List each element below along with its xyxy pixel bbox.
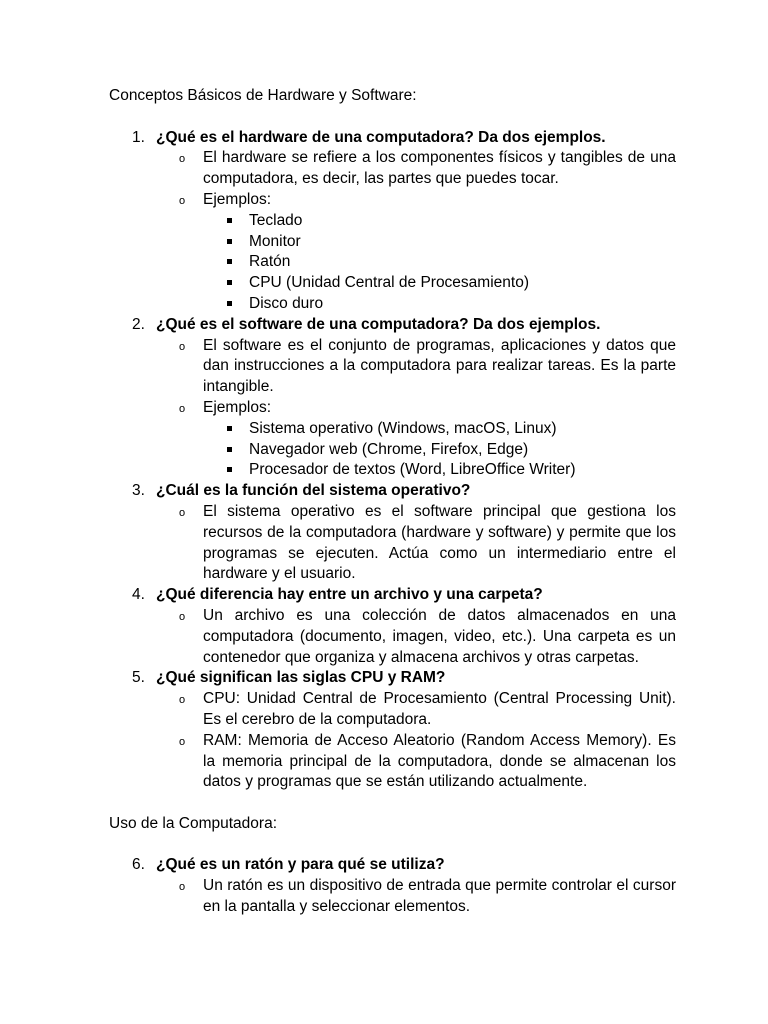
- circle-bullet-icon: o: [179, 340, 186, 353]
- square-bullet-icon: [227, 426, 232, 431]
- answer-text: Ejemplos:: [203, 190, 272, 208]
- square-bullet-icon: [227, 467, 232, 472]
- circle-bullet-icon: o: [179, 610, 186, 623]
- question-text: ¿Qué es un ratón y para qué se utiliza?: [156, 856, 445, 874]
- answer-text: CPU: Unidad Central de Procesamiento (Central Processing Unit). Es el cerebro de la computadora.: [203, 690, 676, 728]
- example-item: [109, 440, 676, 461]
- answer-text: Un ratón es un dispositivo de entrada que permite controlar el cursor en la pantalla y seleccionar elementos.: [203, 877, 676, 916]
- document-page: [109, 86, 676, 918]
- question-text: ¿Qué es el software de una computadora? Da dos ejemplos.: [156, 315, 601, 333]
- answer-text: El software es el conjunto de programas, aplicaciones y datos que dan instrucciones a la computadora para realizar tareas. Es la parte intangible.: [203, 336, 676, 396]
- circle-bullet-icon: o: [179, 506, 186, 519]
- example-text: Sistema operativo (Windows, macOS, Linux): [249, 419, 557, 437]
- answer-text: El hardware se refiere a los componentes físicos y tangibles de una computadora, es decir, las partes que puedes tocar.: [203, 149, 676, 188]
- circle-bullet-icon: o: [179, 153, 186, 166]
- question-item: [109, 855, 676, 876]
- square-bullet-icon: [227, 239, 232, 244]
- question-number: 2.: [132, 315, 145, 333]
- answer-item: [109, 148, 676, 190]
- question-item: [109, 315, 676, 336]
- example-item: [109, 294, 676, 315]
- answer-item: [109, 190, 676, 211]
- question-number: 1.: [132, 128, 145, 146]
- example-text: Ratón: [249, 253, 291, 271]
- circle-bullet-icon: o: [179, 694, 186, 707]
- example-text: Procesador de textos (Word, LibreOffice Writer): [249, 461, 576, 479]
- circle-bullet-icon: o: [179, 194, 186, 207]
- section-title-hardware-software: Conceptos Básicos de Hardware y Software:: [109, 87, 417, 104]
- section-title-uso-computadora: Uso de la Computadora:: [109, 814, 278, 832]
- answer-text: RAM: Memoria de Acceso Aleatorio (Random Access Memory). Es la memoria principal de la computadora, donde se almacenan los datos y programas que se están utilizando actualmente.: [203, 731, 676, 791]
- answer-item: [109, 502, 676, 585]
- question-item: [109, 668, 676, 689]
- square-bullet-icon: [227, 301, 232, 306]
- example-item: [109, 232, 676, 253]
- question-item: [109, 481, 676, 502]
- answer-item: [109, 876, 676, 918]
- question-text: ¿Qué diferencia hay entre un archivo y una carpeta?: [156, 586, 543, 604]
- question-number: 6.: [132, 856, 145, 874]
- square-bullet-icon: [227, 447, 232, 452]
- question-text: ¿Qué es el hardware de una computadora? Da dos ejemplos.: [156, 128, 606, 146]
- answer-text: Ejemplos:: [203, 398, 272, 416]
- example-item: [109, 460, 676, 481]
- circle-bullet-icon: o: [179, 881, 186, 894]
- answer-text: Un archivo es una colección de datos almacenados en una computadora (documento, imagen, video, etc.). Una carpeta es un contenedor que organiza y almacena archivos y otras carpetas.: [203, 606, 676, 666]
- question-text: ¿Cuál es la función del sistema operativo?: [156, 482, 471, 500]
- example-text: Monitor: [249, 232, 301, 250]
- example-item: [109, 211, 676, 232]
- question-text: ¿Qué significan las siglas CPU y RAM?: [156, 669, 446, 687]
- example-item: [109, 419, 676, 440]
- question-item: [109, 585, 676, 606]
- example-text: Disco duro: [249, 294, 324, 312]
- answer-item: [109, 689, 676, 731]
- answer-item: [109, 336, 676, 398]
- example-text: Teclado: [249, 211, 303, 229]
- example-text: CPU (Unidad Central de Procesamiento): [249, 274, 529, 292]
- square-bullet-icon: [227, 259, 232, 264]
- answer-text: El sistema operativo es el software principal que gestiona los recursos de la computadora (hardware y software) y permite que los programas se ejecuten. Actúa como un intermediario entre el hardware y el usuario.: [203, 502, 676, 583]
- question-number: 4.: [132, 586, 145, 604]
- answer-item: [109, 731, 676, 793]
- example-text: Navegador web (Chrome, Firefox, Edge): [249, 440, 529, 458]
- circle-bullet-icon: o: [179, 735, 186, 748]
- question-item: [109, 128, 676, 149]
- example-item: [109, 252, 676, 273]
- square-bullet-icon: [227, 218, 232, 223]
- answer-item: [109, 398, 676, 419]
- square-bullet-icon: [227, 280, 232, 285]
- circle-bullet-icon: o: [179, 402, 186, 415]
- question-number: 3.: [132, 482, 145, 500]
- answer-item: [109, 606, 676, 668]
- example-item: [109, 273, 676, 294]
- question-number: 5.: [132, 669, 145, 687]
